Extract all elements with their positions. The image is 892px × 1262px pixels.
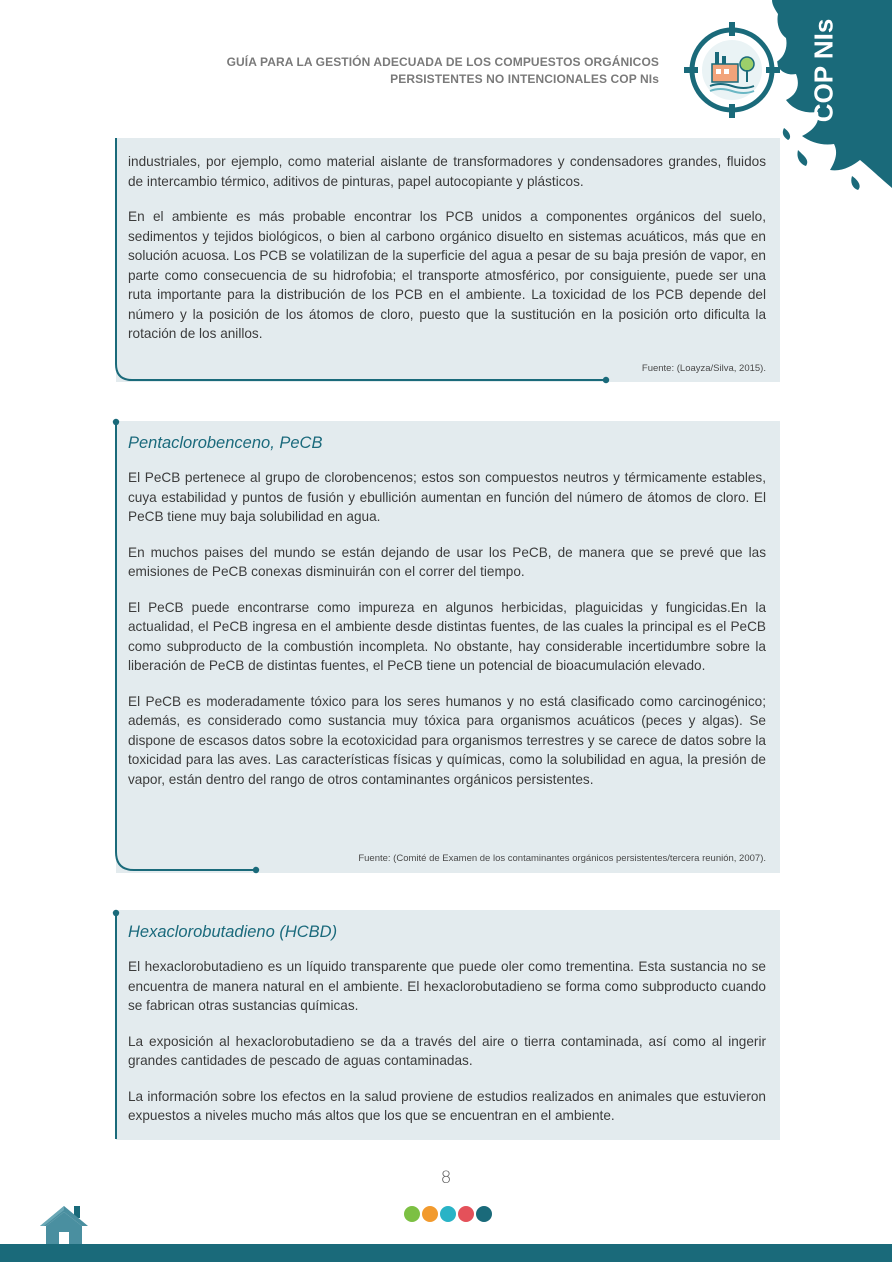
hcbd-paragraph: La información sobre los efectos en la salud proviene de estudios realizados en animales que estuvieron expuestos a niveles mucho más altos que los que se encuentran en el ambiente. (128, 1088, 766, 1123)
header-title-line1: GUÍA PARA LA GESTIÓN ADECUADA DE LOS COMPUESTOS ORGÁNICOS (226, 55, 659, 69)
home-icon[interactable] (40, 1204, 88, 1246)
pcb-source: Fuente: (Loayza/Silva, 2015). (641, 363, 766, 374)
color-dots (404, 1206, 494, 1222)
pcb-paragraph: industriales, por ejemplo, como material aislante de transformadores y condensadores grandes, fluidos de intercambio térmico, aditivos de pinturas, papel autocopiante y plásticos. (128, 154, 766, 189)
pcb-paragraph: En el ambiente es más probable encontrar los PCB unidos a componentes orgánicos del suelo, sedimentos y tejidos biológicos, o bien al carbono orgánico disuelto en sistemas acuáticos, más que en solución acuosa. Los PCB se volatilizan de la superficie del agua a pesar de su baja presión de vapor, en parte como consecuencia de su hidrofobia; el transporte atmosférico, por consiguiente, puede ser una ruta importante para la distribución de los PCB en el ambiente. La toxicidad de los PCB depende del número y la posición de los átomos de cloro, puesto que la sustitución en la posición orto dificulta la rotación de los anillos. (128, 209, 766, 341)
pecb-section (116, 421, 780, 873)
color-dot (404, 1206, 420, 1222)
hcbd-section (116, 910, 780, 1140)
hcbd-title: Hexaclorobutadieno (HCBD) (128, 923, 338, 941)
pecb-paragraph: El PeCB pertenece al grupo de clorobencenos; estos son compuestos neutros y térmicamente estables, cuya estabilidad y puntos de fusión y ebullición aumentan en función del número de átomos de cloro. El PeCB tiene muy baja solubilidad en agua. (128, 470, 766, 524)
pcb-section (116, 138, 780, 382)
pecb-paragraph: El PeCB puede encontrarse como impureza en algunos herbicidas, plaguicidas y fungicidas.En la actualidad, el PeCB ingresa en el ambiente desde distintas fuentes, de las cuales la principal es el PeCB como subproducto de la combustión incompleta. No obstante, hay considerable incertidumbre sobre la liberación de PeCB de distintas fuentes, el PeCB tiene un potencial de bioacumulación elevado. (128, 599, 766, 673)
color-dot (440, 1206, 456, 1222)
color-dot (476, 1206, 492, 1222)
factory-target-icon (684, 22, 780, 118)
color-dot (458, 1206, 474, 1222)
cop-nis-badge: COP NIs (808, 18, 839, 122)
page-number: 8 (440, 1168, 452, 1188)
pecb-paragraph: En muchos paises del mundo se están dejando de usar los PeCB, de manera que se prevé que las emisiones de PeCB conexas disminuirán con el correr del tiempo. (128, 544, 766, 579)
pecb-source: Fuente: (Comité de Examen de los contaminantes orgánicos persistentes/tercera reunión, 2007). (358, 853, 766, 864)
pecb-title: Pentaclorobenceno, PeCB (128, 434, 323, 452)
header-title (227, 54, 659, 88)
pecb-paragraph: El PeCB es moderadamente tóxico para los seres humanos y no está clasificado como carcinogénico; además, es considerado como sustancia muy tóxica para organismos acuáticos (peces y algas). Se dispone de escasos datos sobre la ecotoxicidad para organismos terrestres y se carece de datos sobre la toxicidad para las aves. Las características físicas y químicas, como la solubilidad en agua, la presión de vapor, están dentro del rango de otros contaminantes orgánicos persistentes. (128, 693, 766, 787)
hcbd-paragraph: La exposición al hexaclorobutadieno se da a través del aire o tierra contaminada, así como al ingerir grandes cantidades de pescado de aguas contaminadas. (128, 1033, 766, 1068)
footer-bar (0, 1244, 892, 1262)
header-title-line2: PERSISTENTES NO INTENCIONALES COP NIs (390, 72, 659, 86)
color-dot (422, 1206, 438, 1222)
hcbd-paragraph: El hexaclorobutadieno es un líquido transparente que puede oler como trementina. Esta sustancia no se encuentra de manera natural en el ambiente. El hexaclorobutadieno se forma como subproducto cuando se fabrican otras sustancias químicas. (128, 959, 766, 1013)
